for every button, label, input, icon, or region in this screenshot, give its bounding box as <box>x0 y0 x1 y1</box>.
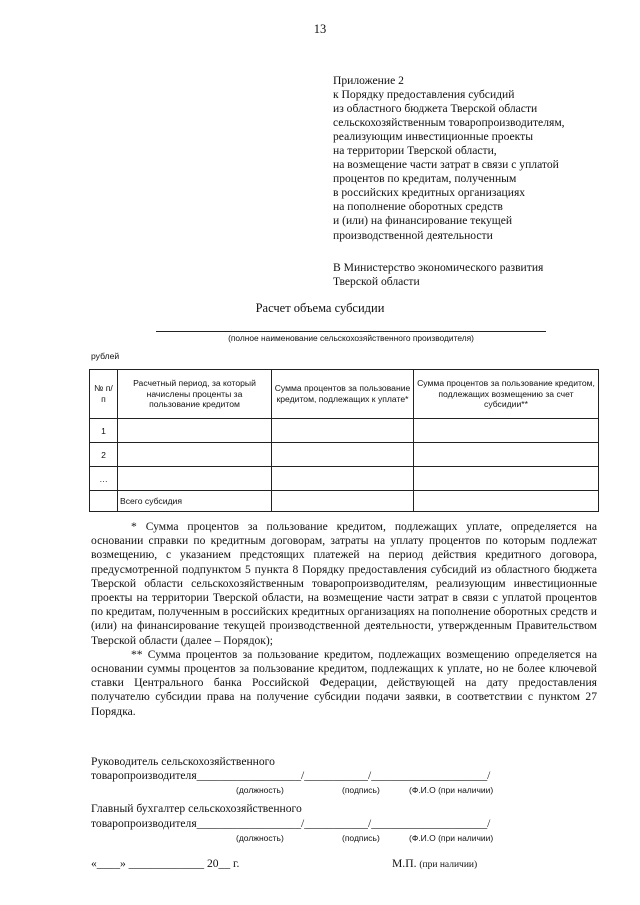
period-cell[interactable] <box>118 419 272 443</box>
table-row <box>90 443 599 467</box>
total-label: Всего субсидия <box>118 491 272 512</box>
row-number: 2 <box>90 443 118 467</box>
currency-label: рублей <box>91 351 120 361</box>
stamp-placeholder <box>392 857 477 870</box>
row-number: … <box>90 467 118 491</box>
head-name-caption: (Ф.И.О (при наличии) <box>409 785 494 795</box>
recipient-block <box>333 261 543 289</box>
appendix-line: сельскохозяйственным товаропроизводителям, <box>333 116 565 130</box>
appendix-line: из областного бюджета Тверской области <box>333 102 538 116</box>
recipient-line: Тверской области <box>333 275 420 289</box>
interest-reimbursable-cell[interactable] <box>414 443 599 467</box>
appendix-line: на пополнение оборотных средств <box>333 200 503 214</box>
footnotes <box>91 520 597 719</box>
accountant-name-caption: (Ф.И.О (при наличии) <box>409 833 494 843</box>
accountant-position-caption: (должность) <box>236 833 284 843</box>
page-number: 13 <box>313 22 327 36</box>
table-row <box>90 467 599 491</box>
appendix-line: производственной деятельности <box>333 228 493 242</box>
interest-reimbursable-cell[interactable] <box>414 467 599 491</box>
head-position-caption: (должность) <box>236 785 284 795</box>
interest-payable-cell[interactable] <box>272 443 414 467</box>
appendix-line: Приложение 2 <box>333 74 404 87</box>
stamp-note: (при наличии) <box>419 860 478 870</box>
producer-name-line[interactable] <box>156 331 546 332</box>
appendix-line: на территории Тверской области, <box>333 144 497 158</box>
stamp-label: М.П. <box>392 857 417 870</box>
accountant-signature-caption: (подпись) <box>342 833 380 843</box>
header-interest-payable: Сумма процентов за пользование кредитом, подлежащих к уплате* <box>272 370 414 419</box>
appendix-line: в российских кредитных организациях <box>333 186 526 200</box>
head-signature-line[interactable]: товаропроизводителя__________________/___________/____________________/ <box>91 769 491 782</box>
appendix-header <box>333 74 633 243</box>
document-title: Расчет объема субсидии <box>255 301 385 315</box>
accountant-signature-line[interactable]: товаропроизводителя__________________/___________/____________________/ <box>91 817 491 830</box>
appendix-line: и (или) на финансирование текущей <box>333 214 513 228</box>
header-interest-reimbursable: Сумма процентов за пользование кредитом, подлежащих возмещению за счет субсидии** <box>414 370 599 419</box>
interest-payable-cell[interactable] <box>272 419 414 443</box>
appendix-line: процентов по кредитам, полученным <box>333 172 517 186</box>
subsidy-table <box>89 369 599 512</box>
appendix-line: реализующим инвестиционные проекты <box>333 130 534 144</box>
total-interest-reimbursable-cell[interactable] <box>414 491 599 512</box>
interest-reimbursable-cell[interactable] <box>414 419 599 443</box>
appendix-line: на возмещение части затрат в связи с уплатой <box>333 158 559 172</box>
table-header-row <box>90 370 599 419</box>
period-cell[interactable] <box>118 467 272 491</box>
head-signature-caption: (подпись) <box>342 785 380 795</box>
table-total-row <box>90 491 599 512</box>
header-period: Расчетный период, за который начислены проценты за пользование кредитом <box>118 370 272 419</box>
total-interest-payable-cell[interactable] <box>272 491 414 512</box>
total-empty-cell <box>90 491 118 512</box>
head-title-line1: Руководитель сельскохозяйственного <box>91 755 275 768</box>
appendix-line: к Порядку предоставления субсидий <box>333 88 515 102</box>
interest-payable-cell[interactable] <box>272 467 414 491</box>
table-row <box>90 419 599 443</box>
period-cell[interactable] <box>118 443 272 467</box>
footnote-1: * Сумма процентов за пользование кредитом, подлежащих уплате, определяется на основании справки по кредитным договорам, затраты на уплату процентов по которым подлежат возмещению, с указанием предстоящих платежей на период действия кредитного договора, предусмотренной подпунктом 5 пункта 8 Порядку предоставления субсидий из областного бюджета Тверской области сельскохозяйственным товаропроизводителям, реализующим инвестиционные проекты на территории Тверской области, на возмещение части затрат в связи с уплатой процентов по кредитам, полученным в российских кредитных организациях на пополнение оборотных средств и (или) на финансирование текущей производственной деятельности, утвержденным Правительством Тверской области (далее – Порядок); <box>91 520 597 647</box>
producer-name-caption: (полное наименование сельскохозяйственного производителя) <box>228 333 474 343</box>
accountant-title-line1: Главный бухгалтер сельскохозяйственного <box>91 802 302 815</box>
header-number: № п/п <box>90 370 118 419</box>
recipient-line: В Министерство экономического развития <box>333 261 544 274</box>
footnote-2: ** Сумма процентов за пользование кредитом, подлежащих возмещению определяется на основании суммы процентов за пользование кредитом, подлежащих к уплате, но не более ключевой ставки Центрального банка Российской Федерации, действующей на дату предоставления получателю субсидии права на получение субсидии подачи заявки, в соответствии с пунктом 27 Порядка. <box>91 647 597 718</box>
date-field[interactable]: «____» _____________ 20__ г. <box>91 857 240 870</box>
row-number: 1 <box>90 419 118 443</box>
